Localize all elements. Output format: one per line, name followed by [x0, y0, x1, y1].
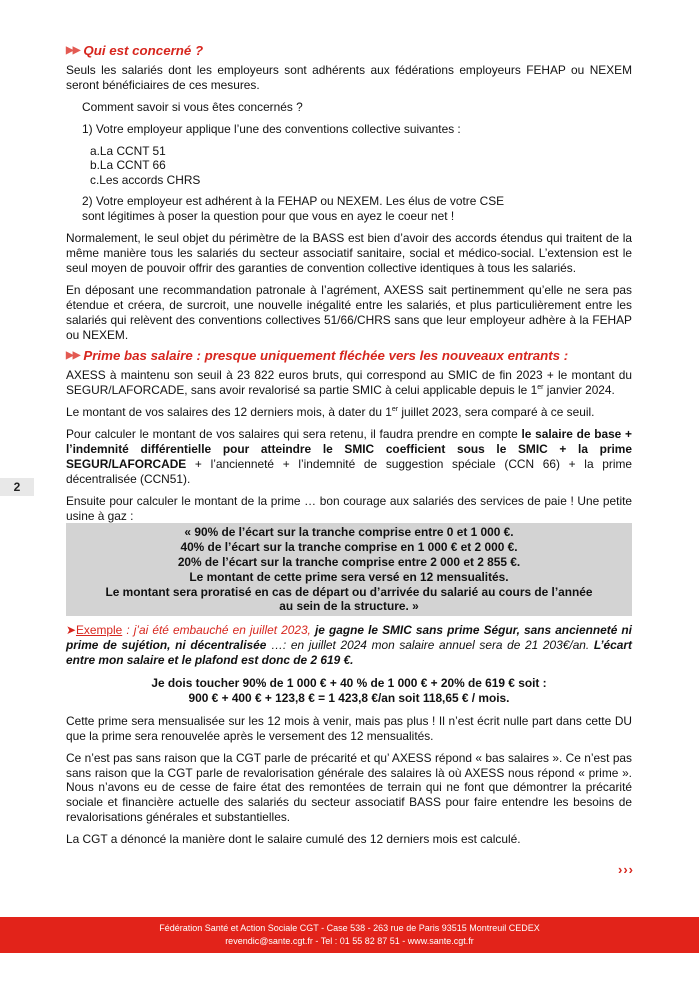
calculation-block — [66, 676, 632, 706]
box-line: Le montant sera proratisé en cas de départ ou d’arrivée du salarié au cours de l’année — [105, 584, 593, 599]
question-line: Comment savoir si vous êtes concernés ? — [82, 99, 303, 114]
calc-line: Je dois toucher 90% de 1 000 € + 40 % de 1 000 € + 20% de 619 € soit : — [151, 675, 547, 690]
footer-address: Fédération Santé et Action Sociale CGT - Case 538 - 263 rue de Paris 93515 Montreuil CEDEX — [159, 923, 540, 933]
cgt-paragraph: La CGT a dénoncé la manière dont le salaire cumulé des 12 derniers mois est calculé. — [66, 832, 521, 847]
mensualise-paragraph: Cette prime sera mensualisée sur les 12 mois à venir, mais pas plus ! Il n’est écrit nulle part dans cette DU que la prime sera renouvelée après le versement des 12 mensualités. — [66, 713, 632, 743]
calc-paragraph: Pour calculer le montant de vos salaires qui sera retenu, il faudra prendre en compte le salaire de base + l’indemnité différentielle pour atteindre le SMIC coefficient sous le SMIC + la prime SEGUR/LAFORCADE + l’ancienneté + l’indemnité de suggestion spéciale (CCN 66) + la prime décentralisée (CCN51). — [66, 427, 632, 486]
box-line: « 90% de l’écart sur la tranche comprise entre 0 et 1 000 €. — [184, 525, 514, 540]
bass-paragraph: Normalement, le seul objet du périmètre de la BASS est bien d’avoir des accords étendus qui traitent de la même manière tous les salariés du secteur associatif sanitaire, social et médico-social. L’extension est le seul moyen de pouvoir offrir des garanties de convention collective identiques à tous les salariés. — [66, 231, 632, 275]
double-arrow-icon: ▶▶ — [66, 45, 80, 56]
box-line: 20% de l’écart sur la tranche comprise entre 2 000 et 2 855 €. — [177, 555, 521, 570]
box-line: au sein de la structure. » — [279, 599, 419, 614]
compare-paragraph: Le montant de vos salaires des 12 derniers mois, à dater du 1er juillet 2023, sera comparé à ce seuil. — [66, 405, 595, 420]
point-2-line-2: sont légitimes à poser la question pour que vous en ayez le coeur net ! — [82, 209, 455, 224]
example-paragraph: ➤Exemple : j’ai été embauché en juillet 2023, je gagne le SMIC sans prime Ségur, sans ancienneté ni prime de sujétion, ni décentralisée …: en juillet 2024 mon salaire annuel sera de 21 203€/an. L’écart entre mon salaire et le plafond est donc de 2 619 €. — [66, 623, 632, 668]
main-content — [66, 44, 632, 854]
point-2-line-1: 2) Votre employeur est adhérent à la FEHAP ou NEXEM. Les élus de votre CSE — [82, 194, 505, 209]
calc-line: 900 € + 400 € + 123,8 € = 1 423,8 €/an soit 118,65 € / mois. — [188, 690, 510, 705]
prime-paragraph: Ensuite pour calculer le montant de la prime … bon courage aux salariés des services de paie ! Une petite usine à gaz : — [66, 493, 632, 523]
double-arrow-icon: ▶▶ — [66, 350, 80, 362]
section-heading-concerned — [66, 44, 632, 59]
section-heading-text: Prime bas salaire : presque uniquement fléchée vers les nouveaux entrants : — [83, 348, 569, 364]
list-item: c.Les accords CHRS — [90, 173, 201, 188]
intro-paragraph: Seuls les salariés dont les employeurs sont adhérents aux fédérations employeurs FEHAP ou NEXEM seront bénéficiaires de ces mesures. — [66, 62, 632, 92]
example-label: Exemple — [75, 623, 123, 638]
conventions-list — [90, 144, 632, 189]
box-line: 40% de l’écart sur la tranche comprise en 1 000 € et 2 000 €. — [180, 540, 518, 555]
seuil-paragraph: AXESS à maintenu son seuil à 23 822 euros bruts, qui correspond au SMIC de fin 2023 + le montant du SEGUR/LAFORCADE, sans avoir revalorisé sa partie SMIC à celui applicable depuis le 1er janvier 2024. — [66, 368, 632, 398]
point-1: 1) Votre employeur applique l’une des conventions collective suivantes : — [82, 121, 461, 136]
arrow-marker-icon: ➤ — [66, 623, 76, 638]
axess-paragraph: En déposant une recommandation patronale à l’agrément, AXESS sait pertinemment qu’elle ne sera pas étendue et créera, de surcroit, une nouvelle inégalité entre les salariés, et plus particulièrement entre les salariés qui relèvent des conventions collectives 51/66/CHRS sans que leur employeur adhère à la FEHAP ou NEXEM. — [66, 282, 632, 342]
list-item: a.La CCNT 51 — [90, 143, 166, 158]
footer — [0, 917, 699, 953]
section-heading-prime — [66, 349, 632, 364]
raison-paragraph: Ce n’est pas sans raison que la CGT parle de précarité et qu’ AXESS répond « bas salaires ». Ce n’est pas sans raison que la CGT parle de revalorisation générale des salaires là où AXESS nous répond « prime ». Nous n’avons eu de cesse de faire état des remontées de terrain qui ne font que démontrer la précarité sociale et financière actuelle des salariés du secteur associatif BASS pour faire entendre les besoins de revalorisations générales et substantielles. — [66, 750, 632, 825]
continue-arrows-icon: ››› — [618, 862, 634, 877]
section-heading-text: Qui est concerné ? — [83, 43, 204, 58]
list-item: b.La CCNT 66 — [90, 158, 166, 173]
footer-contact: revendic@sante.cgt.fr - Tel : 01 55 82 87 51 - www.sante.cgt.fr — [225, 936, 474, 946]
page-number: 2 — [0, 478, 34, 496]
prime-rules-box — [66, 523, 632, 616]
box-line: Le montant de cette prime sera versé en 12 mensualités. — [189, 569, 509, 584]
